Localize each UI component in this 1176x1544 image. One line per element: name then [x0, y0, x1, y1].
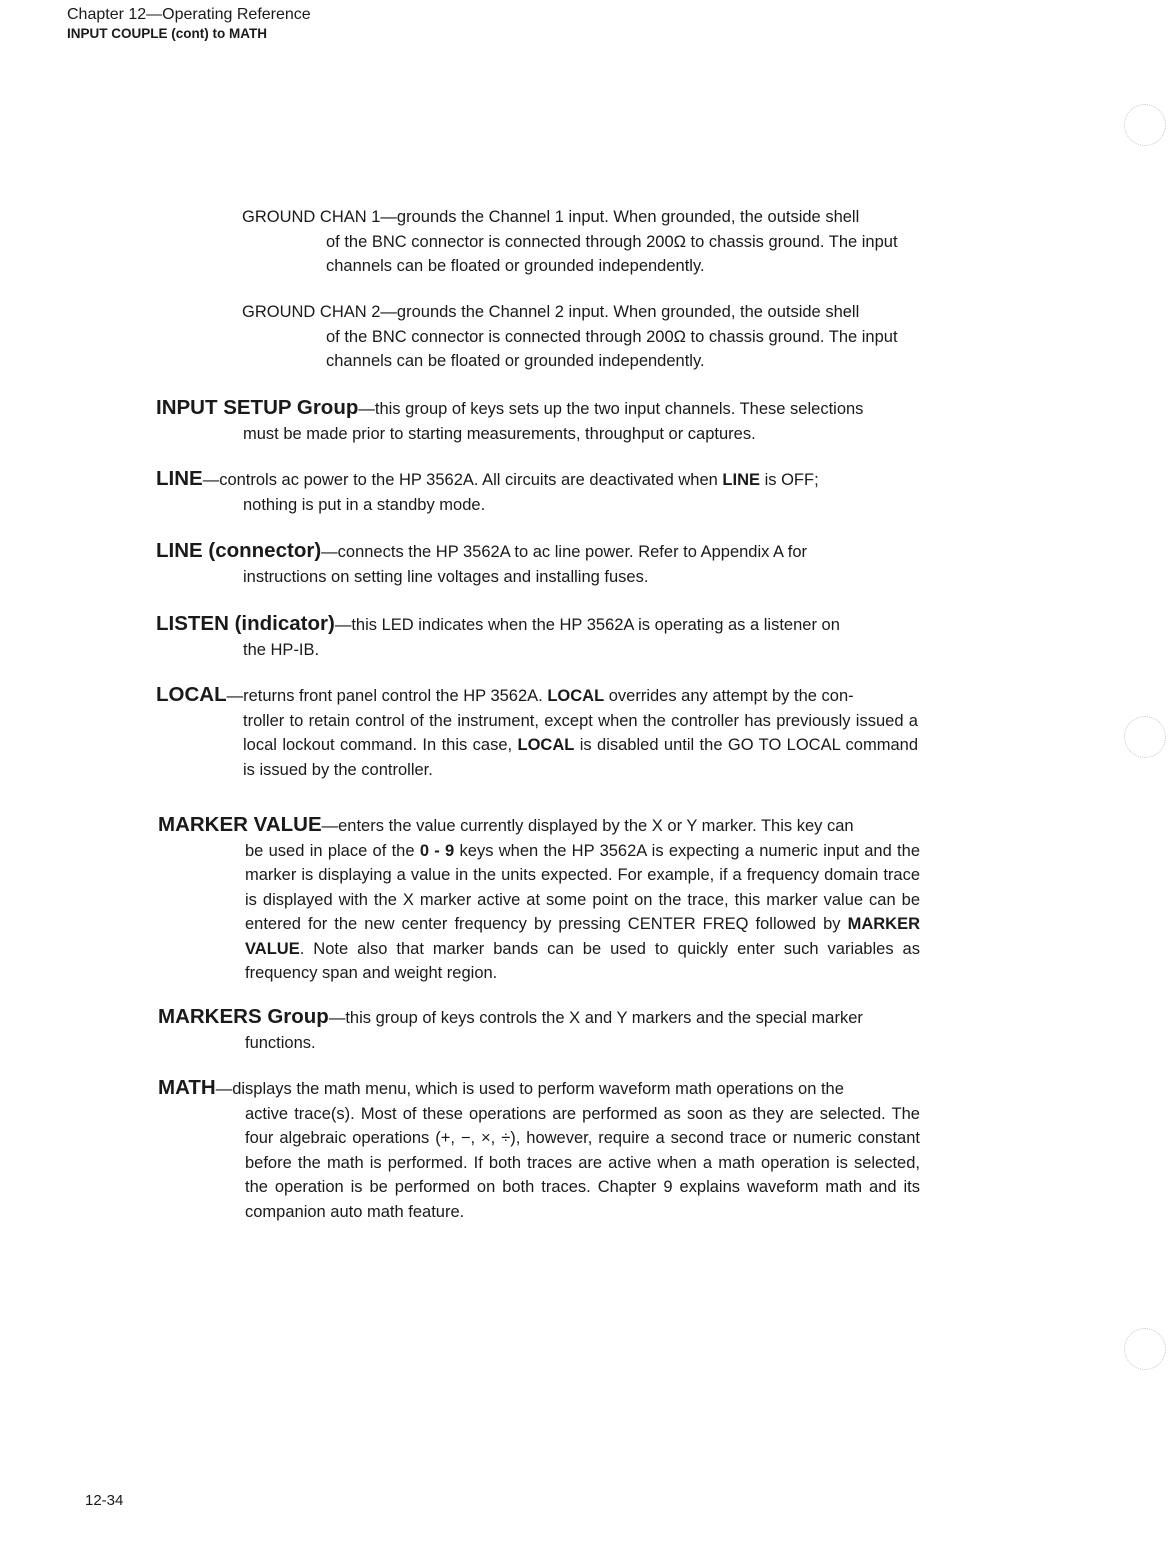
entry-lead: —enters the value currently displayed by the X or Y marker. This key can: [321, 817, 854, 835]
entry-term: INPUT SETUP Group: [156, 396, 359, 419]
entry-term: MARKERS Group: [158, 1005, 329, 1028]
binder-hole-mark: [1124, 104, 1166, 146]
chapter-title: Chapter 12—Operating Reference: [67, 6, 311, 23]
body-text: keys when the HP 3562A is expecting a numeric input and the marker is displaying a value in the units expected. For example, if a frequency domain trace is displayed with the X marker active at some point on the trace, this marker value can be entered for the new center frequency by pressing CENTER FREQ followed by: [245, 841, 920, 933]
entry-term: MATH: [158, 1076, 216, 1099]
body-text: be used in place of the: [245, 841, 420, 860]
page-header: [67, 5, 311, 43]
entry-listen-indicator: [156, 612, 918, 662]
key-ref: MARKER VALUE: [245, 915, 920, 958]
entry-body: of the BNC connector is connected through 200Ω to chassis ground. The input channels can be floated or grounded independently.: [326, 327, 898, 370]
binder-hole-mark: [1124, 716, 1166, 758]
entry-body: functions.: [245, 1033, 316, 1052]
body-text: . Note also that marker bands can be used to quickly enter such variables as frequency span and weight region.: [245, 939, 920, 982]
entry-body: [243, 709, 918, 783]
entry-lead: —this LED indicates when the HP 3562A is operating as a listener on: [334, 616, 840, 634]
body-text: troller to retain control of the instrument, except when the controller has previously issued a local lockout command. In this case,: [243, 711, 918, 754]
entry-marker-value: [158, 813, 920, 986]
key-ref: LINE: [722, 471, 761, 489]
entry-math: [158, 1076, 920, 1224]
entry-lead: —connects the HP 3562A to ac line power. Refer to Appendix A for: [321, 543, 807, 561]
entry-body: the HP-IB.: [243, 640, 320, 659]
entry-term: LINE: [156, 467, 203, 490]
entry-body: instructions on setting line voltages and installing fuses.: [243, 567, 649, 586]
entry-line: [156, 467, 918, 517]
page-number: 12-34: [85, 1492, 124, 1509]
key-ref: LOCAL: [517, 736, 575, 754]
key-ref: LOCAL: [547, 687, 605, 705]
entry-body: active trace(s). Most of these operations are performed as soon as they are selected. The four algebraic operations (+, −, ×, ÷), however, require a second trace or numeric constant before the math is performed. If both traces are active when a math operation is selected, the operation is be performed on both traces. Chapter 9 explains waveform math and its companion auto math feature.: [245, 1104, 920, 1221]
entry-lead: —controls ac power to the HP 3562A. All circuits are deactivated when: [202, 471, 723, 489]
entry-term: LOCAL: [156, 683, 227, 706]
entry-body: [245, 839, 920, 986]
binder-hole-mark: [1124, 1328, 1166, 1370]
entry-body: must be made prior to starting measurements, throughput or captures.: [243, 424, 756, 443]
entry-ground-chan-2: [242, 300, 918, 374]
section-range: INPUT COUPLE (cont) to MATH: [67, 26, 267, 41]
entry-lead: —returns front panel control the HP 3562A.: [226, 687, 548, 705]
entry-term: LINE (connector): [156, 539, 322, 562]
entry-lead: GROUND CHAN 1—grounds the Channel 1 input. When grounded, the outside shell: [242, 208, 860, 226]
entry-line-connector: [156, 539, 918, 589]
body-text: is disabled until the GO TO LOCAL command is issued by the controller.: [243, 736, 919, 779]
entry-lead: —displays the math menu, which is used to perform waveform math operations on the: [215, 1080, 844, 1098]
entry-markers-group: [158, 1005, 920, 1055]
entry-lead: —this group of keys sets up the two input channels. These selections: [358, 400, 864, 418]
entry-lead-cont: is OFF;: [760, 471, 819, 489]
entry-local: [156, 683, 918, 782]
entry-term: MARKER VALUE: [158, 813, 322, 836]
key-ref: 0 - 9: [419, 841, 455, 860]
entry-term: LISTEN (indicator): [156, 612, 335, 635]
entry-lead: GROUND CHAN 2—grounds the Channel 2 input. When grounded, the outside shell: [242, 303, 860, 321]
entry-input-setup-group: [156, 396, 918, 446]
entry-ground-chan-1: [242, 205, 918, 279]
entry-body: of the BNC connector is connected through 200Ω to chassis ground. The input channels can be floated or grounded independently.: [326, 232, 898, 275]
entry-lead: —this group of keys controls the X and Y markers and the special marker: [328, 1009, 863, 1027]
entry-body: nothing is put in a standby mode.: [243, 495, 486, 514]
entry-lead-cont: overrides any attempt by the con-: [604, 687, 854, 705]
